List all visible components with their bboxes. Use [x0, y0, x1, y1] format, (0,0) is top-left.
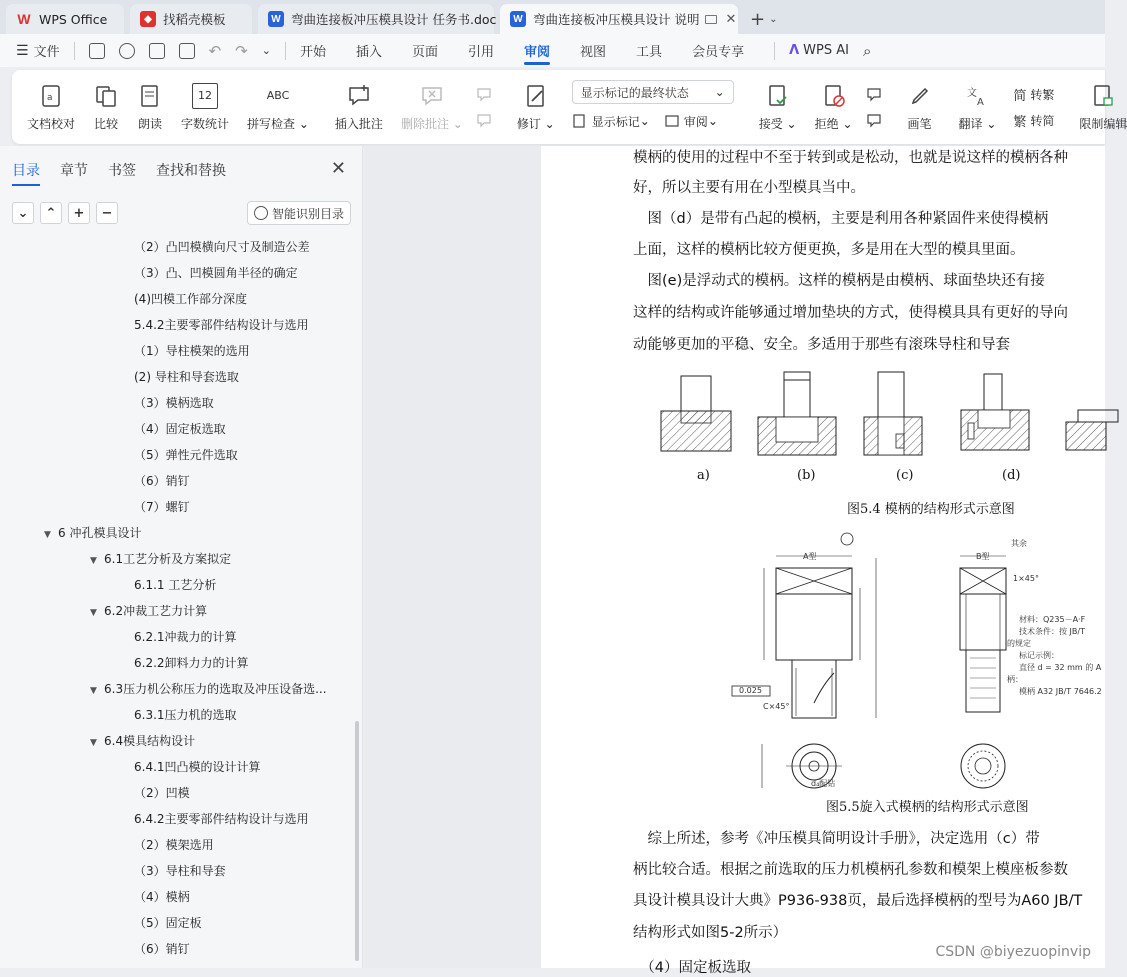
tab-member[interactable]: 会员专享: [692, 45, 745, 60]
previous-change-icon[interactable]: [866, 86, 882, 102]
paragraph-line: （4）固定板选取: [633, 960, 751, 976]
review-pane-button[interactable]: 审阅 ⌄: [664, 113, 718, 130]
ink-button[interactable]: [907, 77, 933, 137]
toc-toolbar: [12, 202, 124, 224]
figure-caption: 图5.5旋入式模柄的结构形式示意图: [826, 800, 1029, 815]
toc-item-label: 6.2.2卸料力力的计算: [134, 656, 249, 670]
toc-item[interactable]: [134, 806, 309, 832]
delete-comment-label: 删除批注 ⌄: [400, 116, 463, 131]
toc-item-label: （5）弹性元件选取: [134, 448, 238, 462]
toc-item[interactable]: [134, 338, 250, 364]
read-aloud-button[interactable]: [137, 77, 163, 137]
wps-logo-icon: W: [17, 11, 31, 27]
paragraph-line: 上面，这样的模柄比较方便更换，多是用在大型的模具里面。: [633, 242, 1025, 258]
show-markup-button[interactable]: 显示标记 ⌄: [572, 113, 650, 130]
show-markup-icon: [572, 113, 588, 129]
hamburger-icon: ☰: [16, 42, 29, 59]
tab-insert[interactable]: 插入: [355, 45, 382, 60]
tab-wps-office[interactable]: [6, 4, 124, 34]
toc-item-label: 6.4.1凹凸模的设计计算: [134, 760, 261, 774]
toc-item[interactable]: [134, 936, 190, 962]
translate-button[interactable]: [959, 77, 997, 137]
toc-item-label: （3）凸、凹模圆角半径的确定: [134, 266, 298, 280]
caret-down-icon[interactable]: ▼: [90, 738, 97, 748]
smart-toc-icon: [254, 206, 268, 220]
wps-ai-label: WPS AI: [803, 43, 849, 58]
toc-item[interactable]: [134, 780, 190, 806]
toc-item-label: 6.2.1冲裁力的计算: [134, 630, 237, 644]
proofread-label: 文档校对: [27, 116, 76, 131]
reject-button[interactable]: [815, 77, 853, 137]
restrict-edit-button[interactable]: [1079, 77, 1127, 137]
wps-ai-button[interactable]: [789, 43, 849, 58]
document-page[interactable]: [541, 146, 1105, 976]
toc-item[interactable]: [134, 364, 239, 390]
smart-toc-label: 智能识别目录: [272, 206, 345, 221]
toc-item-label: 6.3压力机公称压力的选取及冲压设备选...: [104, 682, 327, 696]
nav-tabs: [12, 160, 246, 186]
toc-item-label: （2）凸凹模横向尺寸及制造公差: [134, 240, 310, 254]
toc-item[interactable]: [134, 234, 310, 260]
svg-text:a: a: [47, 92, 53, 103]
smart-toc-button[interactable]: [247, 201, 351, 225]
diameter-label: 直径 d = 32 mm 的 A: [1019, 663, 1102, 672]
review-pane-label: 审阅: [683, 114, 708, 129]
tab-design-doc[interactable]: [500, 4, 738, 34]
divider: [74, 42, 75, 60]
toc-item-label: （6）销钉: [134, 942, 190, 956]
chamfer-c-label: C×45°: [763, 702, 790, 711]
toc-item-label: （5）固定板: [134, 916, 202, 930]
proofread-icon: [38, 83, 64, 109]
toc-item[interactable]: [134, 754, 261, 780]
toc-item[interactable]: [134, 884, 190, 910]
review-pane-icon: [664, 113, 680, 129]
watermark: CSDN @biyezuopinvip: [935, 944, 1091, 960]
handle-label: 柄：: [1007, 675, 1023, 684]
tab-docer-templates[interactable]: [130, 4, 252, 34]
mark-label: 模柄 A32 JB/T 7646.2: [1019, 687, 1102, 696]
scrollbar[interactable]: [355, 721, 359, 961]
writer-doc-icon: W: [268, 11, 284, 27]
comment-delete-icon: [419, 83, 445, 109]
compare-button[interactable]: [93, 77, 119, 137]
new-tab-button[interactable]: [744, 4, 783, 34]
translate-label: 翻译 ⌄: [958, 116, 997, 131]
track-changes-icon: [523, 83, 549, 109]
paragraph-line: 模柄的使用的过程中不至于转到或是松动，也就是说这样的模柄各种: [633, 150, 1068, 166]
chinese-convert-group: [1013, 77, 1054, 137]
nav-tab-toc[interactable]: 目录: [12, 160, 40, 186]
toc-item-label: （3）导柱和导套: [134, 864, 226, 878]
close-icon[interactable]: ✕: [330, 158, 346, 179]
reject-icon: [821, 83, 847, 109]
toc-item[interactable]: [134, 416, 226, 442]
to-traditional-label: 转繁: [1030, 87, 1055, 102]
toc-item-label: （1）导柱模架的选用: [134, 344, 250, 358]
traditional-icon: 简: [1013, 88, 1027, 104]
delete-comment-button[interactable]: [401, 77, 463, 137]
wps-ai-icon: Ʌ: [789, 43, 800, 58]
figure-caption: 图5.4 模柄的结构形式示意图: [847, 502, 1015, 517]
chevron-down-icon[interactable]: ⌄: [12, 202, 34, 224]
toc-item-label: 6 冲孔模具设计: [58, 526, 142, 540]
plus-icon: +: [750, 8, 766, 30]
toc-item-label: 6.3.1压力机的选取: [134, 708, 237, 722]
navigation-pane: [0, 146, 363, 968]
toc-item-label: 6.2冲裁工艺力计算: [104, 604, 208, 618]
accept-label: 接受 ⌄: [758, 116, 797, 131]
toc-item[interactable]: [134, 572, 216, 598]
insert-comment-button[interactable]: [335, 77, 383, 137]
lock-document-icon: [1090, 83, 1116, 109]
next-change-icon[interactable]: [866, 112, 882, 128]
to-traditional-button[interactable]: [1013, 81, 1054, 107]
tab-label: 弯曲连接板冲压模具设计 说明: [533, 12, 700, 27]
paragraph-line: 图(e)是浮动式的模柄。这样的模柄是由模柄、球面垫块还有接: [633, 273, 1045, 289]
svg-text:A: A: [977, 96, 985, 108]
toc-item[interactable]: [134, 286, 247, 312]
paragraph-line: 图（d）是带有凸起的模柄，主要是利用各种紧固件来使得模柄: [633, 211, 1049, 227]
toc-item[interactable]: [134, 390, 214, 416]
chamfer-label: 1×45°: [1013, 574, 1039, 583]
spell-check-label: 拼写检查 ⌄: [247, 116, 309, 131]
print-preview-icon[interactable]: [179, 43, 195, 59]
writer-doc-icon: W: [510, 11, 526, 27]
toc-item-label: 6.4.2主要零部件结构设计与选用: [134, 812, 309, 826]
toc-item-label: （6）销钉: [134, 474, 190, 488]
roughness-label: 其余: [1011, 539, 1027, 548]
toc-item-label: （4）模柄: [134, 890, 190, 904]
tab-page[interactable]: 页面: [411, 45, 438, 60]
to-simplified-button[interactable]: [1013, 107, 1054, 133]
read-aloud-icon: [137, 83, 163, 109]
nav-tab-find-replace[interactable]: 查找和替换: [156, 163, 226, 179]
toc-item[interactable]: [134, 442, 238, 468]
review-ribbon: [12, 70, 1127, 144]
caret-down-icon[interactable]: ▼: [44, 530, 51, 540]
share-icon[interactable]: [119, 43, 135, 59]
translate-icon: [964, 83, 990, 109]
ink-label: 画笔: [907, 116, 932, 131]
pen-icon: [907, 83, 933, 109]
toc-item-label: （2）模架选用: [134, 838, 214, 852]
tech-label: 技术条件：按 JB/T: [1019, 627, 1085, 636]
toc-item[interactable]: [90, 728, 195, 754]
figure-sublabel: (c): [896, 468, 914, 483]
title-tab-bar: [0, 0, 1105, 34]
figure-sublabel: (d): [1002, 468, 1021, 483]
word-count-icon: 12: [192, 83, 218, 109]
paragraph-line: 综上所述，参考《冲压模具简明设计手册》，决定选用（c）带: [633, 831, 1040, 847]
menu-bar: [0, 34, 1105, 67]
toc-item[interactable]: [134, 312, 309, 338]
tab-view[interactable]: 视图: [580, 45, 607, 60]
paragraph-line: 柄比较合适。根据之前选取的压力机模柄孔参数和模架上模座板参数: [633, 862, 1068, 878]
figure-sublabel: (b): [797, 468, 816, 483]
simplified-icon: 繁: [1013, 114, 1027, 130]
word-count-label: 字数统计: [181, 116, 230, 131]
toc-item[interactable]: [134, 468, 190, 494]
chevron-down-icon[interactable]: ⌄: [261, 44, 271, 57]
markup-group: [572, 77, 734, 137]
toc-item[interactable]: [134, 260, 298, 286]
restrict-edit-label: 限制编辑: [1079, 116, 1127, 131]
toc-item[interactable]: [134, 832, 214, 858]
spec-label: 的规定: [1007, 639, 1031, 648]
toc-item[interactable]: [90, 598, 207, 624]
previous-comment-icon[interactable]: [476, 86, 492, 102]
toc-item-label: （2）凹模: [134, 786, 190, 800]
word-count-button[interactable]: [181, 77, 229, 137]
tab-label: 找稻壳模板: [163, 12, 226, 27]
track-changes-button[interactable]: [517, 77, 555, 137]
toc-item-label: （4）固定板选取: [134, 422, 226, 436]
reject-label: 拒绝 ⌄: [814, 116, 853, 131]
comment-nav-group: [476, 77, 496, 137]
paragraph-line: 好，所以主要有用在小型模具当中。: [633, 180, 865, 196]
caret-down-icon[interactable]: ▼: [90, 556, 97, 566]
accept-button[interactable]: [759, 77, 797, 137]
caret-down-icon[interactable]: ▼: [90, 686, 97, 696]
nav-tab-sections[interactable]: 章节: [60, 163, 88, 179]
toc-item-label: （7）螺钉: [134, 500, 190, 514]
toc-item[interactable]: [134, 494, 190, 520]
nav-tab-bookmarks[interactable]: 书签: [108, 163, 136, 179]
toc-item[interactable]: [134, 624, 237, 650]
next-comment-icon[interactable]: [476, 112, 492, 128]
type-b-label: B型: [976, 552, 990, 561]
tolerance-label: 0.025: [739, 686, 762, 695]
material-label: 材料：Q235－A·F: [1019, 615, 1086, 624]
toc-item[interactable]: [90, 676, 327, 702]
insert-comment-label: 插入批注: [334, 116, 383, 131]
save-icon[interactable]: [89, 43, 105, 59]
divider: [774, 42, 775, 60]
plus-icon[interactable]: +: [68, 202, 90, 224]
print-icon[interactable]: [149, 43, 165, 59]
figure-sublabel: a): [697, 468, 710, 483]
type-a-label: A型: [803, 552, 817, 561]
compare-icon: [93, 83, 119, 109]
markup-state-dropdown[interactable]: [572, 80, 734, 104]
to-simplified-label: 转简: [1030, 113, 1055, 128]
search-icon[interactable]: ⌕: [862, 41, 872, 60]
track-changes-label: 修订 ⌄: [516, 116, 555, 131]
file-menu-label: 文件: [33, 45, 60, 60]
show-markup-label: 显示标记: [591, 114, 640, 129]
tab-review[interactable]: 审阅: [524, 34, 550, 67]
read-aloud-label: 朗读: [138, 116, 163, 131]
svg-text:文: 文: [967, 87, 978, 99]
paragraph-line: 具设计模具设计大典》P936-938页，最后选择模柄的型号为A60 JB/T: [633, 893, 1083, 909]
tab-start[interactable]: 开始: [299, 45, 326, 60]
compare-label: 比较: [94, 116, 119, 131]
paragraph-line: 这样的结构或许能够通过增加垫块的方式，使得模具具有更好的导向: [633, 305, 1068, 321]
redo-icon[interactable]: ↷: [235, 41, 248, 60]
preview-icon[interactable]: [705, 15, 717, 24]
markup-state-value: 显示标记的最终状态: [580, 85, 689, 100]
toc-item[interactable]: [90, 546, 231, 572]
chevron-up-icon[interactable]: ⌃: [40, 202, 62, 224]
figure-5-4-drawing: [656, 368, 1105, 464]
undo-icon[interactable]: ↶: [208, 41, 222, 60]
proofread-button[interactable]: [27, 77, 75, 137]
close-icon[interactable]: ✕: [725, 11, 737, 27]
comment-add-icon: [346, 83, 372, 109]
example-label: 标记示例：: [1019, 651, 1059, 660]
toc-item-label: 5.4.2主要零部件结构设计与选用: [134, 318, 309, 332]
spell-check-button[interactable]: [247, 77, 309, 137]
caret-down-icon[interactable]: ▼: [90, 608, 97, 618]
divider: [285, 42, 286, 60]
toc-item[interactable]: [134, 858, 226, 884]
tab-label: 弯曲连接板冲压模具设计 任务书.doc: [291, 12, 497, 27]
tab-task-doc[interactable]: [258, 4, 497, 34]
change-nav-group: [866, 77, 886, 137]
chevron-down-icon: ⌄: [714, 85, 725, 99]
paragraph-line: 动能够更加的平稳、安全。多适用于那些有滚珠导柱和导套: [633, 337, 1010, 353]
spell-check-icon: ABC: [266, 89, 290, 102]
toc-item-label: （3）模柄选取: [134, 396, 214, 410]
toc-item-label: 6.1工艺分析及方案拟定: [104, 552, 232, 566]
tab-references[interactable]: 引用: [468, 45, 495, 60]
tab-label: WPS Office: [39, 11, 108, 27]
toc-item[interactable]: [134, 650, 249, 676]
toc-item-label: 6.1.1 工艺分析: [134, 578, 217, 592]
toc-item-label: (4)凹模工作部分深度: [134, 292, 247, 306]
file-menu[interactable]: [16, 41, 60, 60]
docer-icon: ◆: [140, 11, 156, 27]
toc-item-label: 6.4模具结构设计: [104, 734, 196, 748]
pin-label: d₄配钻: [811, 779, 836, 788]
toc-item-label: (2) 导柱和导套选取: [134, 370, 239, 384]
tab-tools[interactable]: 工具: [636, 45, 663, 60]
toc-item[interactable]: [134, 702, 237, 728]
chevron-down-icon: ⌄: [769, 13, 778, 25]
minus-icon[interactable]: −: [96, 202, 118, 224]
toc-item[interactable]: [44, 520, 141, 546]
accept-icon: [765, 83, 791, 109]
paragraph-line: 结构形式如图5-2所示）: [633, 925, 788, 941]
toc-item[interactable]: [134, 910, 202, 936]
